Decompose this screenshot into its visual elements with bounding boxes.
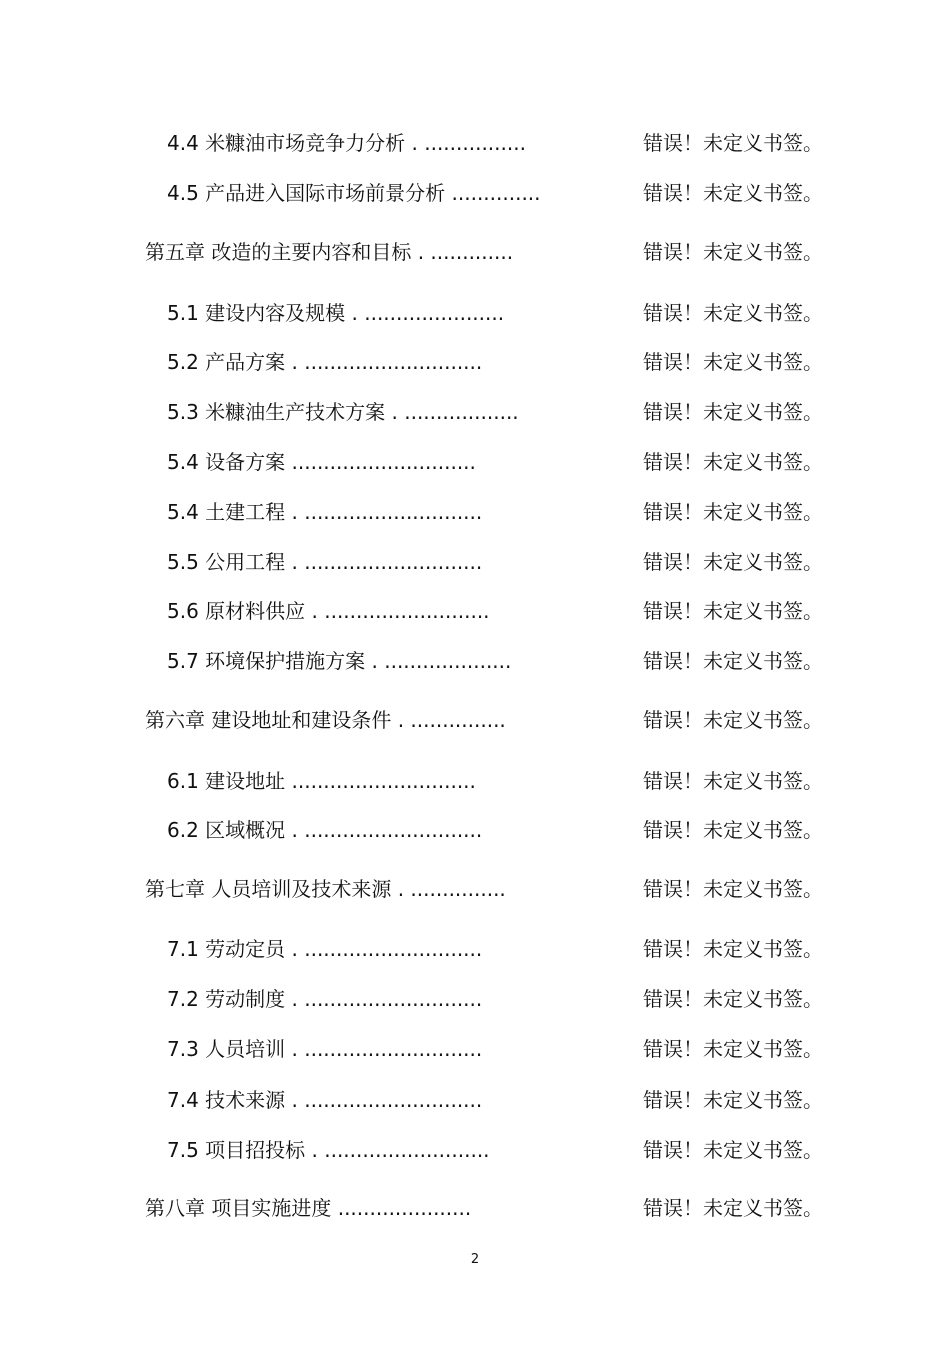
toc-entry-title: 6.1 建设地址 ............................. xyxy=(167,769,476,793)
toc-entry-page-ref: 错误！未定义书签。 xyxy=(643,450,823,474)
toc-entry-title: 6.2 区域概况 . ............................ xyxy=(167,818,483,842)
toc-entry-title: 7.5 项目招投标 . .......................... xyxy=(167,1138,490,1162)
toc-entry-title: 7.2 劳动制度 . ............................ xyxy=(167,987,483,1011)
toc-entry-page-ref: 错误！未定义书签。 xyxy=(643,301,823,325)
toc-section-entry[interactable] xyxy=(0,987,950,1011)
toc-entry-title: 7.4 技术来源 . ............................ xyxy=(167,1088,483,1112)
toc-section-entry[interactable] xyxy=(0,769,950,793)
toc-entry-page-ref: 错误！未定义书签。 xyxy=(643,877,823,901)
page-number: 2 xyxy=(470,1252,480,1267)
toc-section-entry[interactable] xyxy=(0,649,950,673)
toc-section-entry[interactable] xyxy=(0,131,950,155)
toc-entry-title: 7.3 人员培训 . ............................ xyxy=(167,1037,483,1061)
toc-entry-page-ref: 错误！未定义书签。 xyxy=(643,769,823,793)
toc-section-entry[interactable] xyxy=(0,181,950,205)
toc-entry-page-ref: 错误！未定义书签。 xyxy=(643,1196,823,1220)
toc-entry-title: 5.1 建设内容及规模 . ...................... xyxy=(167,301,505,325)
toc-entry-page-ref: 错误！未定义书签。 xyxy=(643,1088,823,1112)
toc-chapter-entry[interactable] xyxy=(0,1196,950,1220)
toc-entry-title: 4.5 产品进入国际市场前景分析 .............. xyxy=(167,181,541,205)
toc-entry-title: 第五章 改造的主要内容和目标 . ............. xyxy=(145,240,514,264)
toc-section-entry[interactable] xyxy=(0,1138,950,1162)
toc-entry-page-ref: 错误！未定义书签。 xyxy=(643,181,823,205)
toc-section-entry[interactable] xyxy=(0,818,950,842)
toc-section-entry[interactable] xyxy=(0,350,950,374)
toc-entry-title: 第八章 项目实施进度 ..................... xyxy=(145,1196,472,1220)
toc-entry-title: 第七章 人员培训及技术来源 . ............... xyxy=(145,877,506,901)
toc-entry-page-ref: 错误！未定义书签。 xyxy=(643,240,823,264)
toc-entry-page-ref: 错误！未定义书签。 xyxy=(643,937,823,961)
toc-entry-page-ref: 错误！未定义书签。 xyxy=(643,131,823,155)
toc-entry-page-ref: 错误！未定义书签。 xyxy=(643,818,823,842)
toc-section-entry[interactable] xyxy=(0,550,950,574)
toc-entry-title: 第六章 建设地址和建设条件 . ............... xyxy=(145,708,506,732)
toc-entry-title: 7.1 劳动定员 . ............................ xyxy=(167,937,483,961)
toc-entry-page-ref: 错误！未定义书签。 xyxy=(643,708,823,732)
toc-entry-title: 5.6 原材料供应 . .......................... xyxy=(167,599,490,623)
toc-entry-page-ref: 错误！未定义书签。 xyxy=(643,550,823,574)
toc-section-entry[interactable] xyxy=(0,500,950,524)
toc-entry-page-ref: 错误！未定义书签。 xyxy=(643,599,823,623)
toc-entry-page-ref: 错误！未定义书签。 xyxy=(643,500,823,524)
toc-section-entry[interactable] xyxy=(0,301,950,325)
toc-section-entry[interactable] xyxy=(0,599,950,623)
toc-entry-title: 5.5 公用工程 . ............................ xyxy=(167,550,483,574)
toc-entry-title: 5.7 环境保护措施方案 . .................... xyxy=(167,649,512,673)
toc-section-entry[interactable] xyxy=(0,937,950,961)
toc-entry-title: 5.4 土建工程 . ............................ xyxy=(167,500,483,524)
toc-section-entry[interactable] xyxy=(0,1037,950,1061)
toc-entry-title: 5.2 产品方案 . ............................ xyxy=(167,350,483,374)
toc-section-entry[interactable] xyxy=(0,450,950,474)
toc-chapter-entry[interactable] xyxy=(0,877,950,901)
toc-entry-page-ref: 错误！未定义书签。 xyxy=(643,400,823,424)
toc-entry-page-ref: 错误！未定义书签。 xyxy=(643,1037,823,1061)
toc-chapter-entry[interactable] xyxy=(0,240,950,264)
toc-chapter-entry[interactable] xyxy=(0,708,950,732)
toc-entry-title: 5.4 设备方案 ............................. xyxy=(167,450,476,474)
toc-entry-page-ref: 错误！未定义书签。 xyxy=(643,649,823,673)
toc-entry-page-ref: 错误！未定义书签。 xyxy=(643,350,823,374)
toc-entry-title: 5.3 米糠油生产技术方案 . .................. xyxy=(167,400,519,424)
toc-section-entry[interactable] xyxy=(0,400,950,424)
toc-entry-page-ref: 错误！未定义书签。 xyxy=(643,1138,823,1162)
toc-section-entry[interactable] xyxy=(0,1088,950,1112)
toc-entry-title: 4.4 米糠油市场竞争力分析 . ................ xyxy=(167,131,526,155)
toc-entry-page-ref: 错误！未定义书签。 xyxy=(643,987,823,1011)
